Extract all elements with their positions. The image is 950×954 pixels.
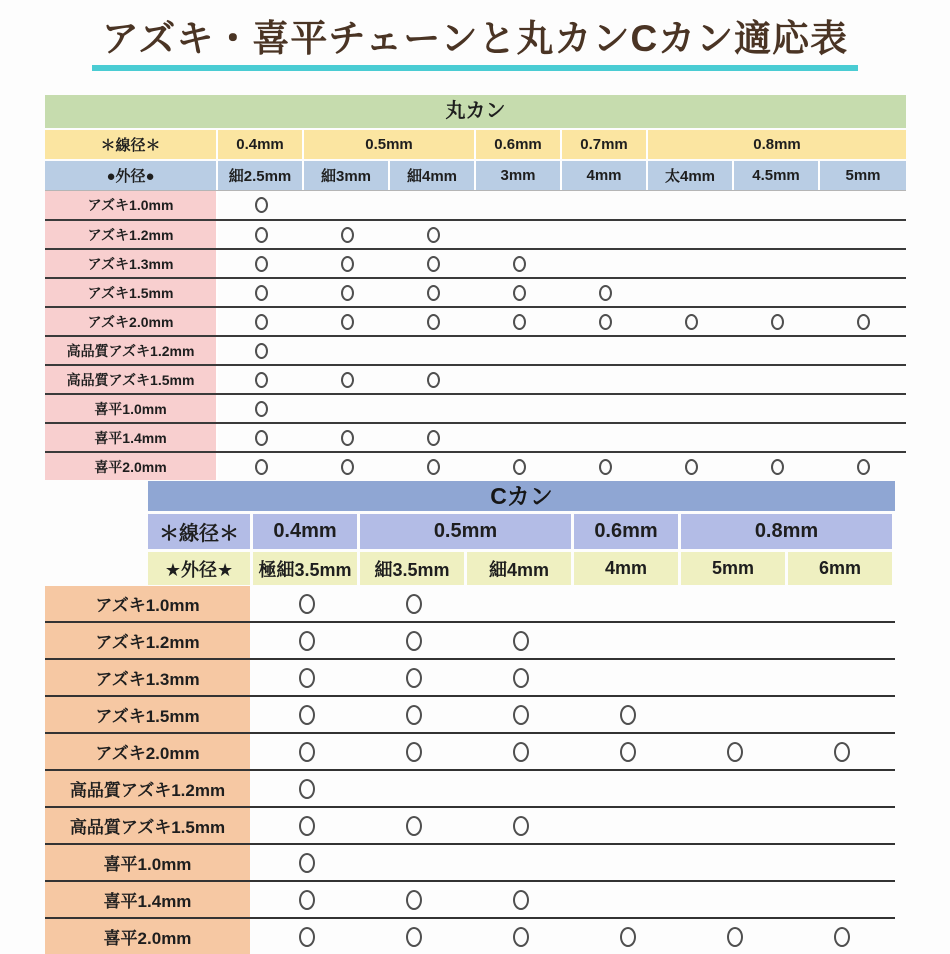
chain-type-label: 喜平1.0mm (45, 845, 253, 880)
compatibility-cell-marked (218, 453, 304, 480)
circle-mark-icon (513, 314, 526, 330)
circle-mark-icon (513, 927, 529, 947)
compatibility-cell-marked (648, 308, 734, 335)
chain-type-label: アズキ1.0mm (45, 586, 253, 621)
circle-mark-icon (255, 256, 268, 272)
compatibility-cell-empty (304, 395, 390, 422)
compatibility-cell-marked (218, 279, 304, 306)
compatibility-cell-marked (788, 734, 895, 769)
compatibility-cell-marked (253, 586, 360, 621)
circle-mark-icon (341, 227, 354, 243)
circle-mark-icon (513, 890, 529, 910)
compatibility-cell-empty (788, 771, 895, 806)
compatibility-cell-empty (820, 191, 906, 219)
compatibility-cell-empty (476, 191, 562, 219)
circle-mark-icon (255, 459, 268, 475)
compatibility-cell-marked (562, 453, 648, 480)
circle-mark-icon (299, 853, 315, 873)
circle-mark-icon (427, 314, 440, 330)
chain-type-label: 喜平1.4mm (45, 424, 218, 451)
compatibility-cell-marked (681, 919, 788, 954)
circle-mark-icon (341, 430, 354, 446)
compatibility-cell-empty (562, 250, 648, 277)
table-row (45, 806, 895, 843)
compatibility-cell-marked (253, 623, 360, 658)
chain-type-label: 喜平2.0mm (45, 453, 218, 480)
compatibility-cell-empty (574, 771, 681, 806)
compatibility-cell-marked (390, 221, 476, 248)
table-row (45, 248, 906, 277)
compatibility-cell-empty (820, 424, 906, 451)
table-row (45, 364, 906, 393)
ckan-compatibility-table-header (148, 481, 895, 585)
compatibility-cell-marked (681, 734, 788, 769)
compatibility-cell-marked (390, 308, 476, 335)
table-row (45, 451, 906, 480)
compatibility-cell-empty (648, 337, 734, 364)
compatibility-cell-empty (788, 882, 895, 917)
outer-diameter-label: ★外径★ (148, 552, 253, 585)
compatibility-cell-empty (562, 221, 648, 248)
compatibility-cell-marked (574, 919, 681, 954)
compatibility-cell-marked (360, 808, 467, 843)
compatibility-cell-empty (304, 191, 390, 219)
circle-mark-icon (255, 227, 268, 243)
table-row (45, 843, 895, 880)
compatibility-cell-empty (574, 882, 681, 917)
wire-diameter-value: 0.7mm (562, 130, 648, 159)
circle-mark-icon (299, 927, 315, 947)
marukan-table-body (45, 190, 906, 480)
compatibility-cell-empty (648, 191, 734, 219)
compatibility-cell-empty (820, 395, 906, 422)
outer-diameter-value: 細3mm (304, 161, 390, 190)
compatibility-cell-marked (304, 279, 390, 306)
compatibility-cell-empty (562, 366, 648, 393)
compatibility-cell-empty (820, 279, 906, 306)
compatibility-cell-marked (467, 808, 574, 843)
outer-diameter-value: 5mm (820, 161, 906, 190)
compatibility-cell-empty (390, 191, 476, 219)
circle-mark-icon (406, 742, 422, 762)
compatibility-cell-marked (820, 308, 906, 335)
compatibility-cell-empty (467, 586, 574, 621)
circle-mark-icon (299, 779, 315, 799)
outer-diameter-value: 細2.5mm (218, 161, 304, 190)
circle-mark-icon (513, 668, 529, 688)
wire-diameter-value: 0.6mm (574, 514, 681, 549)
compatibility-cell-empty (788, 808, 895, 843)
table-row (45, 769, 895, 806)
circle-mark-icon (299, 705, 315, 725)
compatibility-cell-empty (648, 395, 734, 422)
wire-diameter-value: 0.5mm (304, 130, 476, 159)
ckan-table-title: Cカン (148, 481, 895, 511)
circle-mark-icon (427, 372, 440, 388)
circle-mark-icon (727, 927, 743, 947)
circle-mark-icon (599, 285, 612, 301)
compatibility-cell-empty (681, 697, 788, 732)
chain-type-label: 喜平1.4mm (45, 882, 253, 917)
compatibility-cell-empty (681, 660, 788, 695)
chain-type-label: アズキ1.2mm (45, 623, 253, 658)
circle-mark-icon (406, 705, 422, 725)
circle-mark-icon (513, 285, 526, 301)
compatibility-cell-marked (467, 697, 574, 732)
compatibility-cell-marked (390, 453, 476, 480)
compatibility-cell-empty (390, 337, 476, 364)
compatibility-cell-marked (360, 734, 467, 769)
circle-mark-icon (299, 631, 315, 651)
table-row (45, 621, 895, 658)
circle-mark-icon (341, 372, 354, 388)
circle-mark-icon (255, 285, 268, 301)
marukan-table-title: 丸カン (45, 95, 906, 128)
wire-diameter-label: ＊線径＊ (148, 514, 253, 549)
ckan-wire-diameter-row (148, 514, 895, 549)
circle-mark-icon (513, 631, 529, 651)
compatibility-cell-marked (253, 919, 360, 954)
circle-mark-icon (299, 890, 315, 910)
circle-mark-icon (620, 927, 636, 947)
compatibility-cell-empty (562, 395, 648, 422)
table-row (45, 658, 895, 695)
compatibility-cell-marked (253, 697, 360, 732)
compatibility-cell-empty (476, 395, 562, 422)
compatibility-cell-marked (734, 453, 820, 480)
circle-mark-icon (299, 668, 315, 688)
table-row (45, 586, 895, 621)
circle-mark-icon (427, 459, 440, 475)
compatibility-cell-marked (476, 308, 562, 335)
outer-diameter-value: 細4mm (467, 552, 574, 585)
compatibility-cell-marked (360, 660, 467, 695)
compatibility-cell-empty (681, 771, 788, 806)
marukan-outer-diameter-row (45, 161, 906, 190)
circle-mark-icon (427, 285, 440, 301)
compatibility-cell-marked (467, 734, 574, 769)
circle-mark-icon (513, 816, 529, 836)
compatibility-cell-empty (734, 250, 820, 277)
circle-mark-icon (834, 742, 850, 762)
chain-type-label: 高品質アズキ1.5mm (45, 366, 218, 393)
circle-mark-icon (299, 816, 315, 836)
table-row (45, 393, 906, 422)
compatibility-cell-marked (788, 919, 895, 954)
compatibility-cell-empty (681, 845, 788, 880)
compatibility-cell-empty (820, 221, 906, 248)
circle-mark-icon (341, 285, 354, 301)
circle-mark-icon (771, 459, 784, 475)
compatibility-cell-marked (476, 250, 562, 277)
compatibility-cell-marked (476, 453, 562, 480)
table-row (45, 732, 895, 769)
circle-mark-icon (255, 197, 268, 213)
compatibility-cell-empty (681, 586, 788, 621)
compatibility-cell-empty (304, 337, 390, 364)
compatibility-cell-marked (253, 845, 360, 880)
outer-diameter-value: 4mm (574, 552, 681, 585)
table-row (45, 277, 906, 306)
compatibility-cell-empty (476, 424, 562, 451)
wire-diameter-label: ＊線径＊ (45, 130, 218, 159)
circle-mark-icon (255, 343, 268, 359)
marukan-compatibility-table (45, 95, 906, 480)
compatibility-cell-marked (390, 424, 476, 451)
compatibility-cell-marked (253, 882, 360, 917)
circle-mark-icon (599, 459, 612, 475)
compatibility-cell-empty (476, 366, 562, 393)
circle-mark-icon (299, 742, 315, 762)
compatibility-cell-marked (218, 191, 304, 219)
compatibility-cell-marked (304, 221, 390, 248)
circle-mark-icon (427, 227, 440, 243)
chain-type-label: アズキ1.3mm (45, 660, 253, 695)
chain-type-label: 高品質アズキ1.2mm (45, 337, 218, 364)
compatibility-cell-empty (648, 221, 734, 248)
compatibility-cell-marked (218, 395, 304, 422)
compatibility-cell-empty (820, 366, 906, 393)
circle-mark-icon (255, 401, 268, 417)
compatibility-cell-empty (734, 191, 820, 219)
table-row (45, 335, 906, 364)
circle-mark-icon (599, 314, 612, 330)
circle-mark-icon (341, 314, 354, 330)
outer-diameter-value: 極細3.5mm (253, 552, 360, 585)
compatibility-cell-marked (253, 808, 360, 843)
wire-diameter-value: 0.8mm (681, 514, 895, 549)
compatibility-cell-marked (467, 882, 574, 917)
circle-mark-icon (406, 594, 422, 614)
compatibility-cell-empty (360, 845, 467, 880)
compatibility-cell-empty (788, 623, 895, 658)
outer-diameter-value: 4mm (562, 161, 648, 190)
compatibility-cell-empty (574, 586, 681, 621)
circle-mark-icon (255, 430, 268, 446)
table-row (45, 219, 906, 248)
compatibility-cell-empty (574, 623, 681, 658)
wire-diameter-value: 0.4mm (253, 514, 360, 549)
compatibility-cell-marked (360, 919, 467, 954)
wire-diameter-value: 0.4mm (218, 130, 304, 159)
compatibility-cell-empty (820, 250, 906, 277)
compatibility-cell-marked (467, 660, 574, 695)
circle-mark-icon (255, 372, 268, 388)
compatibility-cell-marked (467, 623, 574, 658)
circle-mark-icon (771, 314, 784, 330)
compatibility-cell-marked (574, 734, 681, 769)
wire-diameter-value: 0.8mm (648, 130, 906, 159)
compatibility-cell-empty (467, 845, 574, 880)
page-header (0, 16, 950, 71)
circle-mark-icon (406, 890, 422, 910)
outer-diameter-value: 5mm (681, 552, 788, 585)
compatibility-cell-empty (734, 337, 820, 364)
compatibility-cell-marked (253, 660, 360, 695)
circle-mark-icon (685, 459, 698, 475)
compatibility-cell-marked (218, 366, 304, 393)
outer-diameter-value: 細4mm (390, 161, 476, 190)
table-row (45, 880, 895, 917)
compatibility-cell-marked (390, 250, 476, 277)
circle-mark-icon (341, 459, 354, 475)
compatibility-cell-marked (218, 424, 304, 451)
circle-mark-icon (857, 314, 870, 330)
chain-type-label: アズキ1.5mm (45, 279, 218, 306)
chain-type-label: アズキ1.3mm (45, 250, 218, 277)
compatibility-cell-marked (562, 308, 648, 335)
table-row (45, 917, 895, 954)
compatibility-cell-marked (562, 279, 648, 306)
compatibility-cell-empty (681, 623, 788, 658)
circle-mark-icon (341, 256, 354, 272)
compatibility-cell-empty (734, 395, 820, 422)
chain-type-label: アズキ1.0mm (45, 191, 218, 219)
page-title: アズキ・喜平チェーンと丸カンCカン適応表 (92, 16, 858, 71)
chain-type-label: 喜平1.0mm (45, 395, 218, 422)
compatibility-cell-empty (681, 882, 788, 917)
chain-type-label: アズキ2.0mm (45, 734, 253, 769)
compatibility-cell-marked (253, 771, 360, 806)
ckan-outer-diameter-row (148, 552, 895, 585)
outer-diameter-value: 4.5mm (734, 161, 820, 190)
compatibility-cell-marked (360, 697, 467, 732)
compatibility-cell-empty (788, 660, 895, 695)
compatibility-cell-empty (681, 808, 788, 843)
compatibility-cell-marked (218, 337, 304, 364)
circle-mark-icon (727, 742, 743, 762)
compatibility-cell-empty (574, 808, 681, 843)
compatibility-cell-marked (390, 366, 476, 393)
chain-type-label: アズキ1.5mm (45, 697, 253, 732)
circle-mark-icon (513, 742, 529, 762)
compatibility-cell-marked (218, 250, 304, 277)
circle-mark-icon (513, 459, 526, 475)
circle-mark-icon (299, 594, 315, 614)
compatibility-cell-empty (648, 424, 734, 451)
wire-diameter-value: 0.5mm (360, 514, 574, 549)
table-row (45, 190, 906, 219)
compatibility-cell-empty (734, 424, 820, 451)
outer-diameter-value: 太4mm (648, 161, 734, 190)
compatibility-cell-marked (304, 424, 390, 451)
compatibility-cell-empty (648, 250, 734, 277)
compatibility-cell-marked (218, 221, 304, 248)
compatibility-cell-empty (734, 221, 820, 248)
circle-mark-icon (406, 631, 422, 651)
circle-mark-icon (427, 430, 440, 446)
compatibility-cell-marked (390, 279, 476, 306)
chain-type-label: 高品質アズキ1.2mm (45, 771, 253, 806)
compatibility-cell-marked (304, 366, 390, 393)
compatibility-cell-marked (360, 586, 467, 621)
table-row (45, 422, 906, 451)
circle-mark-icon (427, 256, 440, 272)
circle-mark-icon (406, 668, 422, 688)
compatibility-cell-marked (648, 453, 734, 480)
compatibility-cell-marked (304, 250, 390, 277)
circle-mark-icon (620, 742, 636, 762)
compatibility-cell-empty (562, 424, 648, 451)
chain-type-label: アズキ1.2mm (45, 221, 218, 248)
compatibility-cell-marked (574, 697, 681, 732)
compatibility-cell-empty (648, 366, 734, 393)
chain-type-label: 高品質アズキ1.5mm (45, 808, 253, 843)
circle-mark-icon (513, 256, 526, 272)
compatibility-cell-empty (360, 771, 467, 806)
compatibility-cell-marked (360, 623, 467, 658)
outer-diameter-value: 3mm (476, 161, 562, 190)
table-row (45, 695, 895, 732)
compatibility-cell-empty (820, 337, 906, 364)
compatibility-cell-marked (734, 308, 820, 335)
circle-mark-icon (620, 705, 636, 725)
marukan-wire-diameter-row (45, 130, 906, 159)
circle-mark-icon (406, 927, 422, 947)
compatibility-cell-marked (476, 279, 562, 306)
compatibility-cell-empty (476, 221, 562, 248)
compatibility-cell-empty (788, 697, 895, 732)
compatibility-cell-empty (390, 395, 476, 422)
wire-diameter-value: 0.6mm (476, 130, 562, 159)
compatibility-cell-marked (304, 453, 390, 480)
compatibility-cell-empty (788, 586, 895, 621)
circle-mark-icon (857, 459, 870, 475)
compatibility-cell-empty (734, 366, 820, 393)
table-row (45, 306, 906, 335)
circle-mark-icon (685, 314, 698, 330)
compatibility-cell-empty (467, 771, 574, 806)
compatibility-cell-empty (574, 660, 681, 695)
compatibility-cell-marked (218, 308, 304, 335)
compatibility-cell-empty (648, 279, 734, 306)
compatibility-cell-marked (360, 882, 467, 917)
compatibility-cell-empty (734, 279, 820, 306)
circle-mark-icon (255, 314, 268, 330)
circle-mark-icon (406, 816, 422, 836)
ckan-table-body (45, 586, 895, 954)
compatibility-cell-marked (304, 308, 390, 335)
compatibility-cell-empty (562, 337, 648, 364)
circle-mark-icon (834, 927, 850, 947)
chain-type-label: 喜平2.0mm (45, 919, 253, 954)
compatibility-cell-empty (574, 845, 681, 880)
compatibility-cell-empty (476, 337, 562, 364)
chain-type-label: アズキ2.0mm (45, 308, 218, 335)
outer-diameter-value: 細3.5mm (360, 552, 467, 585)
compatibility-cell-empty (788, 845, 895, 880)
outer-diameter-label: ●外径● (45, 161, 218, 190)
compatibility-cell-marked (820, 453, 906, 480)
circle-mark-icon (513, 705, 529, 725)
compatibility-cell-marked (253, 734, 360, 769)
compatibility-cell-marked (467, 919, 574, 954)
outer-diameter-value: 6mm (788, 552, 895, 585)
compatibility-cell-empty (562, 191, 648, 219)
